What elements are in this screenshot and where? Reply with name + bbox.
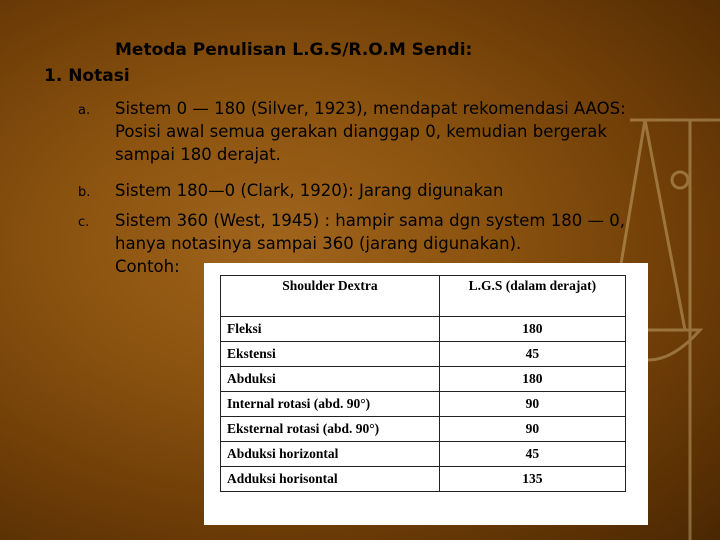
table-row [221, 442, 626, 467]
list-marker: c. [78, 215, 90, 230]
rom-table [220, 275, 626, 492]
list-line: Sistem 0 — 180 (Silver, 1923), mendapat rekomendasi AAOS: [115, 99, 626, 118]
movement-label: Eksternal rotasi (abd. 90°) [221, 417, 440, 442]
header-rom: L.G.S (dalam derajat) [439, 276, 625, 317]
list-line: Posisi awal semua gerakan dianggap 0, kemudian bergerak [115, 122, 607, 141]
movement-label: Internal rotasi (abd. 90°) [221, 392, 440, 417]
list-line: Contoh: [115, 257, 180, 276]
movement-label: Ekstensi [221, 342, 440, 367]
example-table-image [204, 263, 648, 525]
rom-value: 135 [439, 467, 625, 492]
section-heading: 1. Notasi [44, 66, 130, 86]
list-line: sampai 180 derajat. [115, 145, 281, 164]
movement-label: Fleksi [221, 317, 440, 342]
rom-value: 90 [439, 392, 625, 417]
table-row [221, 317, 626, 342]
rom-value: 90 [439, 417, 625, 442]
table-row [221, 417, 626, 442]
list-line: hanya notasinya sampai 360 (jarang digunakan). [115, 234, 522, 253]
list-item-b [0, 179, 720, 203]
list-line: Sistem 360 (West, 1945) : hampir sama dgn system 180 — 0, [115, 211, 625, 230]
rom-value: 180 [439, 317, 625, 342]
movement-label: Abduksi horizontal [221, 442, 440, 467]
header-joint: Shoulder Dextra [221, 276, 440, 317]
table-row [221, 467, 626, 492]
list-marker: b. [78, 185, 91, 200]
list-marker: a. [78, 103, 91, 118]
table-row [221, 392, 626, 417]
table-header-row [221, 276, 626, 317]
movement-label: Adduksi horisontal [221, 467, 440, 492]
list-line: Sistem 180—0 (Clark, 1920): Jarang digunakan [115, 181, 504, 200]
table-row [221, 367, 626, 392]
slide-title: Metoda Penulisan L.G.S/R.O.M Sendi: [115, 40, 473, 60]
rom-value: 45 [439, 342, 625, 367]
rom-value: 45 [439, 442, 625, 467]
list-item-a [0, 97, 720, 167]
rom-value: 180 [439, 367, 625, 392]
movement-label: Abduksi [221, 367, 440, 392]
table-row [221, 342, 626, 367]
